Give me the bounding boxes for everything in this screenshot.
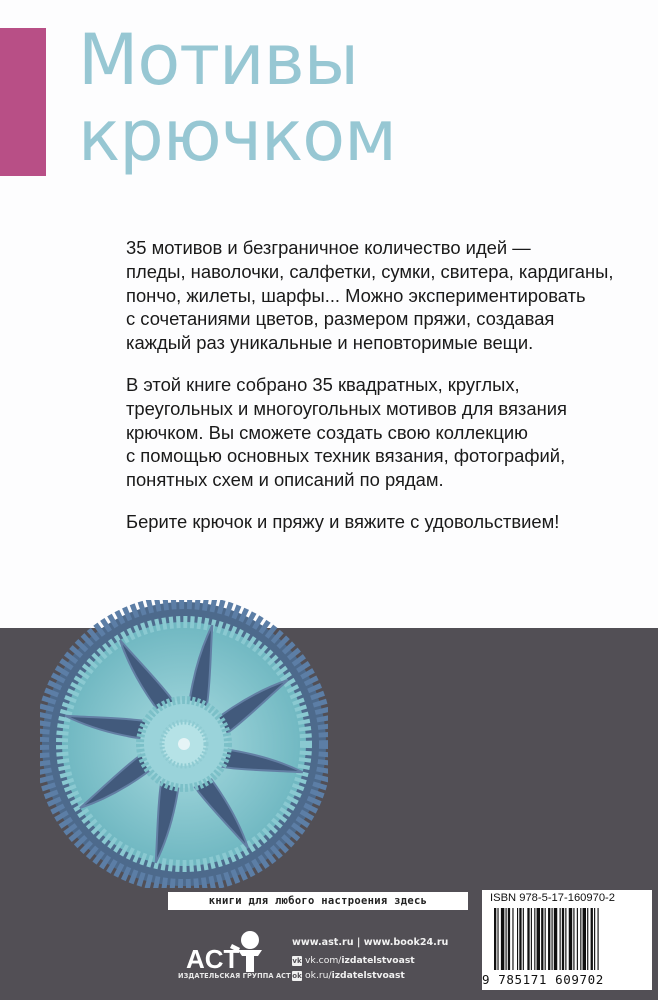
book-title [78, 19, 396, 177]
vk-icon: vk [292, 956, 302, 965]
barcode-bar [573, 908, 574, 970]
barcode-bar [545, 908, 546, 970]
publisher-caption: ИЗДАТЕЛЬСКАЯ ГРУППА АСТ [178, 972, 291, 980]
barcode-bar [552, 908, 553, 970]
barcode-bar [523, 908, 524, 970]
barcode-bar [527, 908, 529, 970]
accent-bar [0, 28, 46, 176]
vk-handle: izdatelstvoast [341, 955, 415, 966]
description-paragraph-2 [126, 373, 654, 492]
title-line-1: Мотивы [78, 19, 359, 101]
text-line: каждый раз уникальные и неповторимые вещи. [126, 332, 534, 354]
barcode-bar [583, 908, 586, 970]
barcode [490, 908, 640, 974]
barcode-bar [506, 908, 507, 970]
barcode-bar [501, 908, 504, 970]
ok-prefix: ok.ru/ [305, 970, 332, 981]
barcode-bar [587, 908, 588, 970]
barcode-bar [508, 908, 510, 970]
barcode-bar [517, 908, 518, 970]
description [126, 236, 654, 552]
title-line-2: крючком [78, 95, 396, 177]
barcode-bar [565, 908, 566, 970]
isbn-block [482, 890, 652, 990]
ok-handle: izdatelstvoast [331, 970, 405, 981]
barcode-bar [494, 908, 496, 970]
barcode-bar [598, 908, 599, 970]
barcode-digits: 9 785171 609702 [482, 972, 604, 987]
barcode-bar [537, 908, 540, 970]
text-line: с сочетаниями цветов, размером пряжи, создавая [126, 308, 555, 330]
barcode-bar [591, 908, 593, 970]
website-links[interactable]: www.ast.ru | www.book24.ru [292, 937, 449, 948]
ok-icon: ok [292, 971, 302, 980]
tagline: книги для любого настроения здесь [168, 892, 468, 910]
barcode-bar [534, 908, 535, 970]
text-line: пончо, жилеты, шарфы... Можно экспериментировать [126, 284, 586, 306]
vk-prefix: vk.com/ [305, 955, 342, 966]
text-line: треугольных и многоугольных мотивов для вязания [126, 397, 567, 419]
barcode-bar [594, 908, 595, 970]
barcode-bar [548, 908, 550, 970]
text-line: В этой книге собрано 35 квадратных, круглых, [126, 373, 520, 395]
barcode-bar [554, 908, 557, 970]
barcode-bar [560, 908, 561, 970]
barcode-bar [569, 908, 572, 970]
logo-text: ACT [186, 944, 240, 974]
text-line: крючком. Вы сможете создать свою коллекцию [126, 421, 528, 443]
text-line: 35 мотивов и безграничное количество идей — [126, 237, 531, 258]
barcode-bar [577, 908, 578, 970]
description-paragraph-3 [126, 510, 654, 534]
text-line: с помощью основных техник вязания, фотографий, [126, 445, 566, 467]
description-paragraph-1 [126, 236, 654, 355]
crochet-motif-image [40, 600, 328, 888]
barcode-bar [497, 908, 498, 970]
isbn-label: ISBN 978-5-17-160970-2 [490, 892, 616, 904]
barcode-bar [512, 908, 513, 970]
text-line: Берите крючок и пряжу и вяжите с удовольствием! [126, 510, 560, 532]
barcode-bar [541, 908, 543, 970]
text-line: понятных схем и описаний по рядам. [126, 469, 444, 491]
text-line: пледы, наволочки, салфетки, сумки, свитера, кардиганы, [126, 260, 614, 282]
ok-link[interactable] [292, 970, 405, 981]
barcode-bar [580, 908, 581, 970]
publisher-logo [180, 920, 276, 992]
vk-link[interactable] [292, 955, 415, 966]
barcode-bar [519, 908, 521, 970]
barcode-bar [531, 908, 532, 970]
barcode-bar [562, 908, 564, 970]
